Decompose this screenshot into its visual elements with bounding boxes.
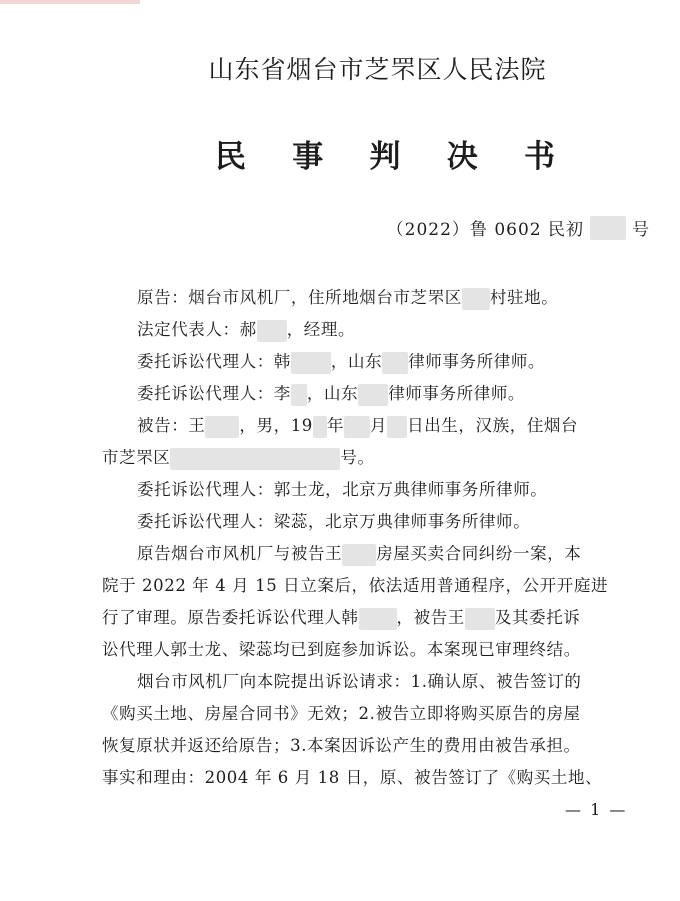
redaction-block	[590, 216, 626, 240]
document-title	[215, 131, 555, 176]
plaintiff-line: 原告：烟台市风机厂，住所地烟台市芝罘区 村驻地。	[102, 282, 650, 314]
redaction-block	[313, 416, 327, 438]
agent-line: 委托诉讼代理人：郭士龙，北京万典律师事务所律师。	[137, 480, 548, 499]
paragraph-line: 原告烟台市风机厂与被告王 房屋买卖合同纠纷一案，本	[102, 538, 650, 570]
redaction-block	[205, 416, 239, 438]
title-char: 民	[215, 139, 246, 175]
page-number: — 1 —	[565, 800, 628, 819]
redaction-block	[291, 352, 331, 374]
redaction-block	[257, 320, 287, 342]
case-number	[387, 215, 650, 240]
redaction-block	[465, 608, 495, 630]
paragraph-line: 事实和理由：2004 年 6 月 18 日，原、被告签订了《购买土地、	[102, 768, 603, 787]
paragraph-line: 院于 2022 年 4 月 15 日立案后，依法适用普通程序，公开开庭进	[102, 576, 609, 595]
defendant-line: 被告：王 ，男，19 年 月 日出生，汉族，住烟台	[102, 410, 650, 442]
court-name: 山东省烟台市芝罘区人民法院	[208, 55, 547, 84]
agent-line: 委托诉讼代理人：梁蕊，北京万典律师事务所律师。	[137, 512, 531, 531]
case-number-suffix: 号	[632, 220, 650, 240]
redaction-block	[358, 384, 388, 406]
paragraph-line: 恢复原状并返还给原告；3.本案因诉讼产生的费用由被告承担。	[102, 736, 581, 755]
redaction-block	[291, 384, 307, 406]
paragraph-line: 烟台市风机厂向本院提出诉讼请求：1.确认原、被告签订的	[137, 672, 582, 691]
agent-line: 委托诉讼代理人：韩 ，山东 律师事务所律师。	[102, 346, 650, 378]
title-char: 书	[524, 139, 555, 175]
title-char: 判	[369, 139, 401, 175]
title-char: 决	[446, 139, 478, 175]
redaction-block	[344, 416, 370, 438]
agent-line: 委托诉讼代理人：李 ，山东 律师事务所律师。	[102, 378, 650, 410]
paragraph-line: 讼代理人郭士龙、梁蕊均已到庭参加诉讼。本案现已审理终结。	[102, 640, 581, 659]
redaction-block	[382, 352, 408, 374]
redaction-block	[387, 416, 407, 438]
legal-representative-line: 法定代表人：郝 ，经理。	[102, 314, 650, 346]
scan-header-strip	[0, 0, 140, 4]
paragraph-line: 行了审理。原告委托诉讼代理人韩 ，被告王 及其委托诉	[102, 602, 650, 634]
case-number-prefix: （2022）鲁 0602 民初	[386, 220, 584, 240]
redaction-block	[170, 448, 340, 470]
paragraph-line: 《购买土地、房屋合同书》无效；2.被告立即将购买原告的房屋	[102, 704, 581, 723]
redaction-block	[462, 288, 490, 310]
title-char: 事	[292, 139, 324, 175]
defendant-address-line: 市芝罘区 号。	[102, 442, 650, 474]
judgment-body	[102, 282, 650, 794]
redaction-block	[342, 544, 376, 566]
redaction-block	[359, 608, 397, 630]
